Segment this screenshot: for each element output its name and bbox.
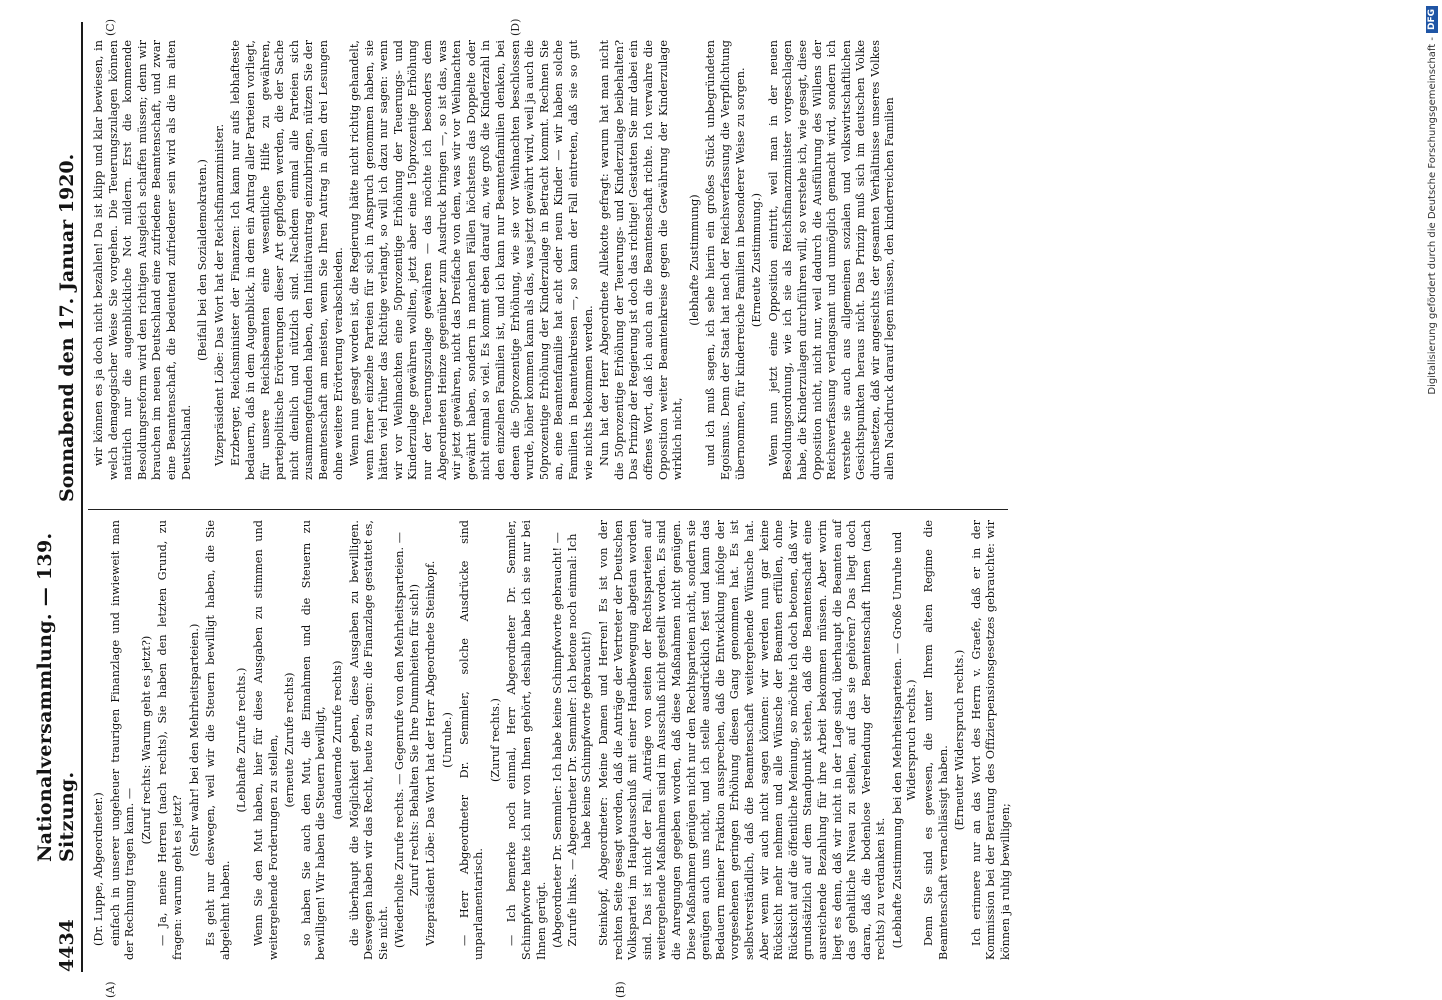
dfg-credit-text: Digitalisierung gefördert durch die Deutsche Forschungsgemeinschaft - [1426,37,1438,395]
interjection-paragraph: (Beifall bei den Sozialdemokraten.) [196,159,210,361]
interjection-paragraph: (erneute Zurufe rechts) [283,672,297,808]
speech-paragraph: Denn Sie sind es gewesen, die unter Ihrem alten Regime die Beamtenschaft vernachlässigt haben. [922,520,950,960]
speech-paragraph: die überhaupt die Möglichkeit geben, diese Ausgaben zu bewilligen. Deswegen haben wir das Recht, heute zu sagen: die Finanzlage gestattet es, Sie nicht. [347,520,390,960]
interjection-paragraph: (Erneute Zustimmung.) [750,192,764,328]
left-text-column [92,520,1016,960]
rotated-page-content [34,0,1424,1000]
margin-marker-d: (D) [509,18,522,36]
speech-paragraph: Steinkopf, Abgeordneter: Meine Damen und Herren! Es ist von der rechten Seite gesagt worden, daß die Anträge der Vertreter der Deutschen Volkspartei im Hauptausschuß mit einer Handbewegung abgetan worden sind. Das ist nicht der Fall. Anträge von seiten der Rechtsparteien auf weitergehende Maßnahmen sind im Ausschuß nicht gestellt worden. Es sind die Anregungen gegeben worden, daß diese Maßnahmen nicht genügen. Diese Maßnahmen genügen nicht nur den Rechtsparteien nicht, sondern sie genügen auch uns nicht, und ich stelle ausdrücklich fest und kann das Bedauern meiner Fraktion aussprechen, daß die Entwicklung infolge der vorgesehenen geringen Erhöhung diesen Gang genommen hat. Es ist selbstverständlich, daß die Beamtenschaft weitergehende Wünsche hat. Aber wenn wir auch nicht sagen können: wir werden nun gar keine Rücksicht mehr nehmen und alle Wünsche der Beamten erfüllen, ohne Rücksicht auf die öffentliche Meinung, so möchte ich doch betonen, daß wir grundsätzlich auf dem Standpunkt stehen, daß die Beamtenschaft eine ausreichende Bezahlung für ihre Arbeit bekommen müssen. Aber worin liegt es denn, daß wir nicht in der Lage sind, überhaupt die Beamten auf das gehaltliche Niveau zu stellen, auf das sie gehören? Das liegt doch daran, daß die bodenlose Verelendung der Beamtenschaft Ihnen (nach rechts) zu verdanken ist. [597,520,888,960]
session-title: Nationalversammlung. — 139. Sitzung. [34,532,78,862]
interjection-paragraph: (Zuruf rechts.) [488,698,502,782]
speech-paragraph: Es geht nur deswegen, weil wir die Steuern bewilligt haben, die Sie abgelehnt haben. [204,520,232,960]
speech-paragraph: wir können es ja doch nicht bezahlen! Da ist klipp und klar bewiesen, in welch demagogischer Weise Sie vorgehen. Die Teuerungszulagen können natürlich nur die augenblickliche Not mildern. Erst die kommende Besoldungsreform wird den richtigen Ausgleich schaffen müssen; denn wir brauchen im neuen Deutschland eine zufriedene Beamtenschaft, und zwar eine Beamtenschaft, die bedeutend zufriedener sein wird als die im alten Deutschland. [92,40,193,480]
speech-paragraph: (Dr. Luppe, Abgeordneter.) [92,792,105,946]
speech-paragraph: Vizepräsident Löbe: Das Wort hat der Herr Abgeordnete Steinkopf. [424,560,438,946]
speech-paragraph: Wenn nun jetzt eine Opposition eintritt, weil man in der neuen Besoldungsordnung, wie ich sie als Reichsfinanzminister vorgeschlagen habe, die Kinderzulagen durchführen will, so verstehe ich, wie gesagt, diese Opposition nicht, nicht nur, weil dadurch die Ausführung des Willens der Reichsverfassung verlangsamt und unmöglich gemacht wird, sondern ich verstehe sie auch aus allgemeinen sozialen und volkswirtschaftlichen Gesichtspunkten heraus nicht. Das Prinzip muß sich im deutschen Volke durchsetzen, daß wir angesichts der gesamten Verhältnisse unseres Volkes allen Nachdruck darauf legen müssen, den kinderreichen Familien [766,40,897,480]
interjection-paragraph: (Erneuter Widerspruch rechts.) [953,649,967,831]
footer-strip [1406,0,1438,1000]
right-text-column [92,40,900,480]
speech-paragraph: Vizepräsident Löbe: Das Wort hat der Reichsfinanzminister. [212,123,226,466]
column-divider [88,509,1008,510]
interjection-paragraph: (Wiederholte Zurufe rechts. — Gegenrufe von den Mehrheitsparteien. — Zuruf rechts: Behalten Sie Ihre Dummheiten für sich!) [393,532,421,949]
session-date: Sonnabend den 17. Januar 1920. [56,153,78,502]
interjection-paragraph: (lebhafte Zustimmung) [687,194,701,326]
interjection-paragraph: (Abgeordneter Dr. Semmler: Ich habe keine Schimpfworte gebraucht! — Zurufe links. — Abgeordneter Dr. Semmler: Ich betone noch einmal: Ich habe keine Schimpfworte gebraucht!) [551,532,594,948]
page-number: 4434 [56,919,78,972]
speech-paragraph: Erzberger, Reichsminister der Finanzen: Ich kann nur aufs lebhafteste bedauern, daß in dem Augenblick, in dem ein Antrag aller Parteien vorliegt, für unsere Reichsbeamten eine wesentliche Hilfe zu gewähren, parteipolitische Erörterungen dieser Art gepflogen werden, die der Sache nicht dienlich und nützlich sind. Nachdem einmal alle Parteien sich zusammengefunden haben, den Initiativantrag einzubringen, nützen Sie der Beamtenschaft am meisten, wenn Sie Ihren Antrag in allen drei Lesungen ohne weitere Erörterung verabschieden. [229,40,345,480]
speech-paragraph: und ich muß sagen, ich sehe hierin ein großes Stück unbegründeten Egoismus. Denn der Staat hat nach der Reichsverfassung die Verpflichtung übernommen, für kinderreiche Familien in besonderer Weise zu sorgen. [704,40,747,480]
speech-paragraph: Wenn Sie den Mut haben, hier für diese Ausgaben zu stimmen und weitergehende Forderungen zu stellen, [251,520,280,960]
speech-paragraph: — Ja, meine Herren (nach rechts), Sie haben den letzten Grund, zu fragen: warum geht es jetzt? [156,520,184,960]
interjection-paragraph: (Lebhafte Zustimmung bei den Mehrheitsparteien. — Große Unruhe und Widerspruch rechts.) [890,531,919,949]
page-header [34,22,83,972]
margin-marker-a: (A) [104,981,117,998]
speech-paragraph: Wenn nun gesagt worden ist, die Regierung hätte nicht richtig gehandelt, wenn ferner einzelne Parteien für sich in Anspruch genommen haben, sie hätten viel früher das Richtige verlangt, so will ich dazu nur sagen: wenn wir vor Weihnachten eine 50prozentige Erhöhung der Teuerungs- und Kinderzulage gewähren wollten, jetzt aber eine 150prozentige Erhöhung nur der Teuerungszulage gewähren — das möchte ich besonders dem Abgeordneten Heinze gegenüber zum Ausdruck bringen —, so ist das, was wir jetzt gewähren, nicht das Dreifache von dem, was wir vor Weihnachten gewährt haben, sondern in manchen Fällen höchstens das Doppelte oder nicht einmal so viel. Es kommt eben darauf an, wie groß die Kinderzahl in den einzelnen Familien ist, und ich kann nur Beamtenfamilien denken, bei denen die 50prozentige Erhöhung, wie sie vor Weihnachten beschlossen wurde, höher kommen kann als das, was jetzt gewährt wird, weil ja auch die 50prozentige Erhöhung der Kinderzulage in Betracht kommt. Rechnen Sie an, eine Beamtenfamilie hat acht oder neun Kinder — wir haben solche Familien in Beamtenkreisen —, so kann der Fall eintreten, daß sie so gut wie nichts bekommen werden. [348,40,595,480]
speech-paragraph: Nun hat der Herr Abgeordnete Allekotte gefragt: warum hat man nicht die 50prozentige Erhöhung der Teuerungs- und Kinderzulage beibehalten? Das Prinzip der Regierung ist doch das richtige! Gestatten Sie mir dabei ein offenes Wort, daß ich auch an die Beamtenschaft richte. Ich verwahre die Opposition weiter Beamtenkreise gegen die Gewährung der Kinderzulage wirklich nicht, [598,40,685,480]
interjection-paragraph: (Zuruf rechts: Warum geht es jetzt?) [139,635,153,845]
speech-paragraph: — Herr Abgeordneter Dr. Semmler, solche Ausdrücke sind unparlamentarisch. [457,520,486,960]
speech-paragraph: Ich erinnere nur an das Wort des Herrn v. Graefe, daß er in der Kommission bei der Beratung des Offizierpensionsgesetzes gebrauchte: wir können ja ruhig bewilligen; [969,520,1013,960]
speech-paragraph: — Ich bemerke noch einmal, Herr Abgeordneter Dr. Semmler, Schimpfworte hatte ich nur von Ihnen gehört, deshalb habe ich sie nur bei Ihnen gerügt. [505,520,548,960]
dfg-logo: DFG [1426,6,1438,33]
speech-paragraph: einfach in unserer ungeheuer traurigen Finanzlage und inwieweit man der Rechnung tragen kann. — [108,520,137,960]
footer-credit-line [1422,0,1442,1000]
interjection-paragraph: (Sehr wahr! bei den Mehrheitsparteien.) [187,623,201,857]
margin-marker-b: (B) [614,981,627,998]
interjection-paragraph: (Unruhe.) [441,712,455,768]
margin-marker-c: (C) [104,19,117,36]
interjection-paragraph: (andauernde Zurufe rechts) [330,660,344,820]
interjection-paragraph: (Lebhafte Zurufe rechts.) [235,667,249,813]
speech-paragraph: so haben Sie auch den Mut, die Einnahmen und die Steuern zu bewilligen! Wir haben die Steuern bewilligt, [299,520,328,960]
